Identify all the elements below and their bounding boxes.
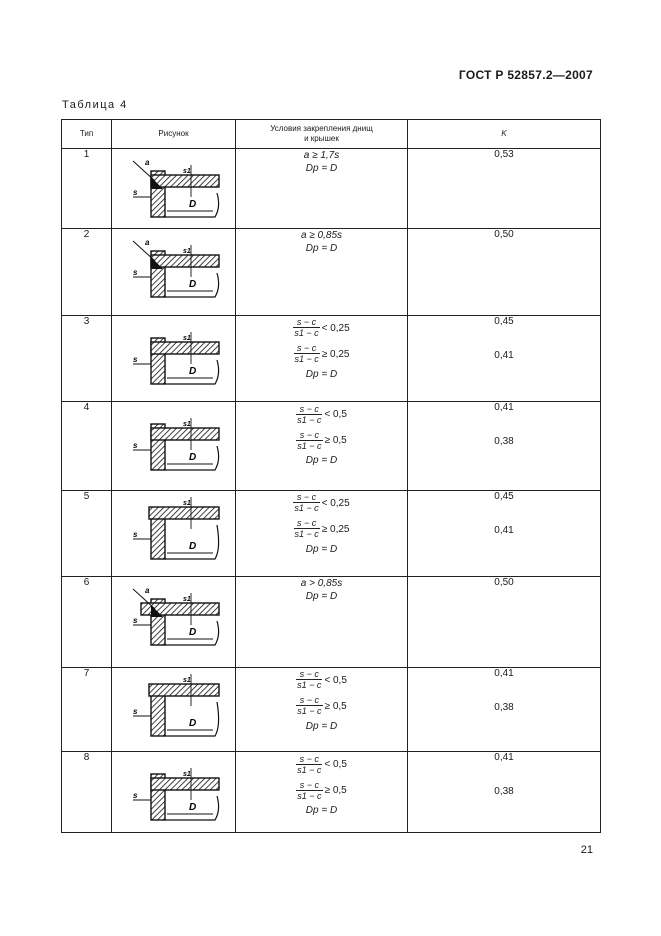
cell-conditions — [236, 149, 408, 229]
label-s1: s1 — [182, 596, 191, 603]
col-header-conditions-line2: и крышек — [304, 134, 339, 143]
condition-relation: < 0,25 — [321, 497, 350, 509]
label-s: s — [132, 791, 137, 800]
fraction-numerator: s − c — [296, 754, 322, 765]
head-plate — [149, 684, 219, 696]
label-s: s — [132, 188, 137, 197]
label-D: D — [188, 627, 196, 638]
fraction-numerator: s − c — [293, 492, 319, 503]
k-value: 0,45 — [494, 490, 514, 502]
label-D: D — [188, 452, 196, 463]
page-number: 21 — [580, 844, 593, 856]
cell-k — [408, 752, 601, 832]
condition-fraction — [236, 428, 407, 454]
cell-figure — [112, 316, 236, 402]
cell-figure — [112, 577, 236, 667]
fraction — [296, 404, 322, 425]
condition-fraction — [236, 342, 407, 368]
cell-conditions — [236, 577, 408, 667]
label-a: a — [144, 238, 149, 247]
col-header-k — [408, 120, 601, 149]
cell-conditions — [236, 316, 408, 402]
fraction-denominator: s1 − c — [294, 529, 319, 540]
fraction-numerator: s − c — [296, 404, 322, 415]
label-s1: s1 — [182, 421, 191, 428]
condition-relation: ≥ 0,25 — [321, 348, 350, 360]
cell-k — [408, 402, 601, 490]
label-s: s — [132, 354, 137, 364]
label-D: D — [188, 365, 196, 377]
cell-k — [408, 316, 601, 402]
shell-wall — [151, 513, 165, 559]
head-plate — [151, 778, 219, 790]
weld-joint-diagram — [119, 406, 229, 478]
weld-joint-diagram — [119, 756, 229, 828]
cell-k — [408, 668, 601, 752]
table-row — [62, 491, 601, 577]
cell-k — [408, 229, 601, 315]
label-s: s — [132, 706, 137, 716]
condition-relation: < 0,5 — [324, 759, 347, 770]
table-row — [62, 229, 601, 315]
table-row — [62, 316, 601, 402]
cell-k — [408, 577, 601, 667]
fraction-denominator: s1 − c — [297, 414, 322, 425]
shell-wall — [151, 690, 165, 736]
cell-figure — [112, 229, 236, 315]
cell-type: 4 — [62, 402, 112, 490]
condition-text: a ≥ 0,85s — [300, 230, 343, 241]
head-plate — [151, 175, 219, 187]
condition-fraction — [236, 694, 407, 720]
fraction — [296, 669, 322, 690]
cell-conditions — [236, 491, 408, 577]
k-value: 0,53 — [494, 149, 514, 160]
data-table — [61, 119, 601, 833]
table-header-row — [62, 120, 601, 149]
fraction-numerator: s − c — [296, 780, 322, 791]
head-plate — [151, 342, 219, 354]
standard-designation: ГОСТ Р 52857.2—2007 — [458, 68, 593, 82]
fraction-numerator: s − c — [296, 669, 322, 680]
k-value: 0,45 — [494, 315, 514, 327]
weld-joint-diagram — [119, 233, 229, 305]
cell-conditions — [236, 402, 408, 490]
table-row — [62, 149, 601, 229]
fraction-denominator: s1 − c — [297, 706, 322, 717]
condition-relation: ≥ 0,5 — [324, 700, 347, 712]
k-value: 0,41 — [494, 402, 514, 413]
label-D: D — [188, 802, 196, 813]
label-s: s — [132, 616, 137, 625]
k-value: 0,50 — [494, 229, 514, 240]
col-header-k-label: K — [501, 129, 507, 138]
cell-conditions — [236, 229, 408, 315]
table-row — [62, 752, 601, 832]
cell-k — [408, 491, 601, 577]
condition-fraction — [236, 752, 407, 778]
cell-figure — [112, 402, 236, 490]
condition-relation: < 0,5 — [324, 674, 347, 686]
cell-k — [408, 149, 601, 229]
label-s1: s1 — [182, 248, 191, 255]
weld-joint-diagram — [119, 581, 229, 653]
label-D: D — [188, 279, 196, 290]
fraction-numerator: s − c — [294, 518, 320, 529]
k-value: 0,41 — [494, 667, 514, 679]
condition-fraction — [236, 778, 407, 804]
cell-conditions — [236, 668, 408, 752]
label-s1: s1 — [182, 771, 191, 778]
cell-type: 5 — [62, 491, 112, 577]
cell-figure — [112, 491, 236, 577]
table-row — [62, 402, 601, 490]
label-s: s — [132, 529, 137, 539]
condition-text: Dp = D — [305, 243, 338, 254]
condition-text: Dp = D — [305, 805, 338, 816]
cell-figure — [112, 149, 236, 229]
fraction-denominator: s1 − c — [294, 354, 319, 365]
table-row — [62, 668, 601, 752]
head-plate — [151, 255, 219, 267]
cell-type: 6 — [62, 577, 112, 667]
weld-joint-diagram — [119, 672, 229, 744]
col-header-conditions — [236, 120, 408, 149]
condition-text: a > 0,85s — [300, 578, 343, 589]
fraction — [296, 430, 322, 451]
condition-fraction — [236, 402, 407, 428]
fraction-numerator: s − c — [296, 430, 322, 441]
condition-text: Dp = D — [305, 591, 338, 602]
condition-relation: < 0,5 — [324, 409, 347, 420]
weld-joint-diagram — [119, 495, 229, 567]
condition-text: Dp = D — [305, 368, 338, 380]
fraction-numerator: s − c — [294, 343, 320, 354]
fraction — [296, 754, 322, 775]
fraction — [293, 317, 319, 338]
condition-text: Dp = D — [305, 543, 338, 555]
fraction — [296, 780, 322, 801]
label-D: D — [188, 199, 196, 210]
cell-figure — [112, 668, 236, 752]
cell-figure — [112, 752, 236, 832]
col-header-conditions-line1: Условия закрепления днищ — [270, 124, 373, 133]
condition-fraction — [236, 517, 407, 543]
col-header-figure: Рисунок — [112, 120, 236, 149]
condition-fraction — [236, 491, 407, 517]
label-s1: s1 — [182, 676, 191, 684]
fraction — [293, 492, 319, 513]
condition-fraction — [236, 668, 407, 694]
k-value: 0,50 — [494, 577, 514, 588]
cell-type: 1 — [62, 149, 112, 229]
fraction-denominator: s1 − c — [297, 680, 322, 691]
condition-text: Dp = D — [305, 163, 338, 174]
k-value: 0,41 — [494, 349, 514, 361]
label-s1: s1 — [182, 334, 191, 342]
cell-conditions — [236, 752, 408, 832]
label-D: D — [188, 540, 196, 552]
label-s1: s1 — [182, 168, 191, 175]
fraction-numerator: s − c — [293, 317, 319, 328]
table-caption: Таблица 4 — [62, 99, 128, 111]
label-a: a — [144, 586, 149, 595]
label-s: s — [132, 441, 137, 450]
col-header-type: Тип — [62, 120, 112, 149]
condition-relation: ≥ 0,25 — [321, 523, 350, 535]
cell-type: 3 — [62, 316, 112, 402]
condition-relation: < 0,25 — [321, 322, 350, 334]
fraction-denominator: s1 − c — [294, 328, 319, 339]
condition-fraction — [236, 316, 407, 342]
fraction — [294, 518, 320, 539]
cell-type: 2 — [62, 229, 112, 315]
label-a: a — [144, 158, 149, 167]
k-value: 0,38 — [494, 436, 514, 447]
fraction-denominator: s1 − c — [294, 503, 319, 514]
head-plate — [149, 507, 219, 519]
fraction-denominator: s1 − c — [297, 790, 322, 801]
fraction-numerator: s − c — [296, 695, 322, 706]
condition-text: Dp = D — [305, 720, 338, 732]
fraction — [296, 695, 322, 716]
fraction-denominator: s1 − c — [297, 764, 322, 775]
weld-joint-diagram — [119, 320, 229, 392]
label-s: s — [132, 268, 137, 277]
table-body — [62, 149, 601, 833]
condition-relation: ≥ 0,5 — [324, 785, 347, 796]
k-value: 0,41 — [494, 524, 514, 536]
head-plate — [151, 428, 219, 440]
fraction-denominator: s1 − c — [297, 440, 322, 451]
k-value: 0,41 — [494, 752, 514, 763]
cell-type: 7 — [62, 668, 112, 752]
cell-type: 8 — [62, 752, 112, 832]
label-D: D — [188, 717, 196, 729]
weld-joint-diagram — [119, 153, 229, 225]
condition-text: Dp = D — [305, 455, 338, 466]
k-value: 0,38 — [494, 701, 514, 713]
label-s1: s1 — [182, 499, 191, 507]
condition-relation: ≥ 0,5 — [324, 435, 347, 446]
table-row — [62, 577, 601, 667]
condition-text: a ≥ 1,7s — [303, 150, 340, 161]
fraction — [294, 343, 320, 364]
k-value: 0,38 — [494, 786, 514, 797]
